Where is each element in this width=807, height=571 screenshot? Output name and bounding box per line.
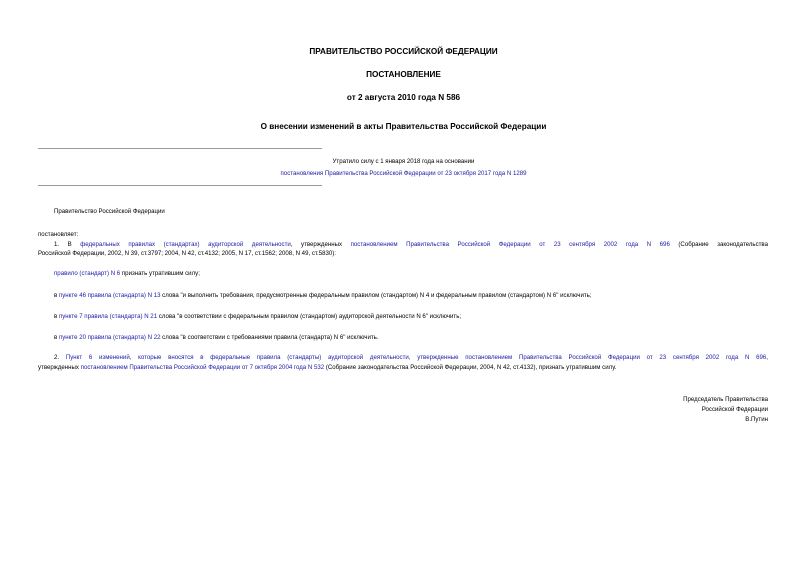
issuer-heading: ПРАВИТЕЛЬСТВО РОССИЙСКОЙ ФЕДЕРАЦИИ [309, 47, 498, 56]
rule-13-point-46-link[interactable]: пункте 46 правила (стандарта) N 13 [58, 292, 161, 299]
intro-text: Правительство Российской Федерации [54, 208, 165, 215]
paragraph-2-line-1 [54, 354, 768, 362]
item-rule-21-pre: в [54, 313, 59, 320]
federal-rules-link[interactable]: федеральных правилах (стандартах) аудиторской деятельности [80, 241, 291, 248]
rule-22-point-20-link[interactable]: пункте 20 правила (стандарта) N 22 [58, 334, 161, 341]
paragraph-2-line-2-pre: утвержденных [38, 364, 81, 371]
document-title: О внесении изменений в акты Правительства Российской Федерации [260, 122, 547, 131]
paragraph-2-tail: , [766, 354, 768, 361]
paragraph-1-number: 1. В [54, 241, 81, 248]
item-rule-6 [54, 270, 200, 278]
item-rule-13-pre: в [54, 292, 59, 299]
signature-position: Председатель Правительства [683, 396, 768, 403]
paragraph-1-tail: (Собрание законодательства [669, 241, 768, 248]
document-date-number: от 2 августа 2010 года N 586 [346, 93, 461, 102]
paragraph-1-line-1 [54, 241, 768, 249]
decrees-text: постановляет: [38, 231, 79, 238]
item-rule-13 [54, 292, 592, 300]
item-rule-22 [54, 334, 379, 342]
item-rule-22-text: слова "в соответствии с требованиями правила (стандарта) N 6" исключить. [160, 334, 379, 341]
changes-point-6-link[interactable]: Пункт 6 изменений, которые вносятся в федеральные правила (стандарты) аудиторской деятельности, утвержденные постановлением Правительства Российской Федерации от 23 сентября 2002 года N 696 [65, 354, 767, 361]
repeal-decree-link[interactable]: постановления Правительства Российской Федерации от 23 октября 2017 года N 1289 [280, 170, 527, 177]
document-type-heading: ПОСТАНОВЛЕНИЕ [366, 70, 441, 79]
item-rule-13-text: слова "и выполнить требования, предусмотренные федеральным правилом (стандартом) N 4 и федеральным правилом (стандартом) N 6" исключить; [160, 292, 592, 299]
paragraph-2-line-2 [38, 364, 616, 372]
signature-name: В.Путин [745, 416, 768, 423]
signature-organization: Российской Федерации [701, 406, 768, 413]
decree-696-link[interactable]: постановлением Правительства Российской Федерации от 23 сентября 2002 года N 696 [350, 241, 670, 248]
paragraph-2-number: 2. [54, 354, 66, 361]
paragraph-1-mid: , утвержденных [290, 241, 351, 248]
item-rule-21 [54, 313, 461, 321]
item-rule-22-pre: в [54, 334, 59, 341]
top-divider [38, 148, 322, 149]
rule-6-link[interactable]: правило (стандарт) N 6 [54, 270, 121, 277]
item-rule-6-text: признать утратившим силу; [120, 270, 200, 277]
paragraph-2-line-2-tail: (Собрание законодательства Российской Федерации, 2004, N 42, ст.4132), признать утратившим силу. [324, 364, 617, 371]
item-rule-21-text: слова "в соответствии с федеральным правилом (стандартом) аудиторской деятельности N 6" исключить; [157, 313, 462, 320]
decree-532-link[interactable]: постановлением Правительства Российской Федерации от 7 октября 2004 года N 532 [80, 364, 325, 371]
rule-21-point-7-link[interactable]: пункте 7 правила (стандарта) N 21 [58, 313, 158, 320]
paragraph-1-line-2: Российской Федерации, 2002, N 39, ст.3797; 2004, N 42, ст.4132; 2005, N 17, ст.1562; 2008, N 49, ст.5830): [38, 250, 336, 257]
bottom-divider [38, 185, 322, 186]
status-note-line1: Утратило силу с 1 января 2018 года на основании [332, 158, 475, 165]
